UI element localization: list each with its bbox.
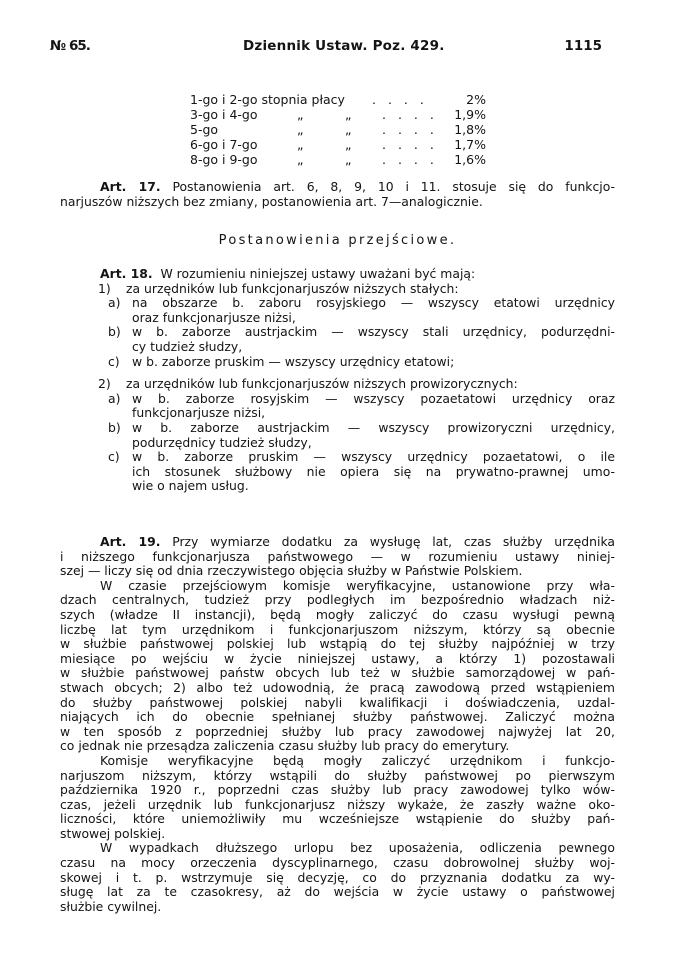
journal-title: Dziennik Ustaw. Poz. 429.: [243, 38, 445, 54]
rate-row: 8-go i 9-go „ „ . . . . 1,6%: [190, 152, 486, 167]
rate-row: 6-go i 7-go „ „ . . . . 1,7%: [190, 137, 486, 152]
point-2-item-a: a) w b. zaborze rosyjskim — wszyscy pozaetatowi urzędnicy oraz funkcjonarjusze niżsi,: [108, 390, 615, 421]
article-18-label: Art. 18.: [100, 266, 153, 281]
article-19: Art. 19. Przy wymiarze dodatku za wysługę lat, czas służby urzędnika i niższego funkcjonarjusza państwowego — w rozumieniu ustawy niniej- szej — liczy się od dnia rzeczywistego objęcia służby w Państwie Polskiem. W czasie przejściowym komisje weryfikacyjne, ustanowione przy wła- dzach centralnych, tudzież przy podległych im bezpośrednio władzach niż- szych (władze II instancji), będą mogły zaliczyć do czasu wysługi pewną liczbę lat tym urzędnikom i funkcjonarjuszom niższym, którzy są obecnie w służbie państwowej polskiej lub wstąpią do tej służby najpóźniej w trzy miesiące po wejściu w życie niniejszej ustawy, a którzy 1) pozostawali w służbie państwowej państw obcych lub też w służbie samorządowej w pań- stwach obcych; 2) albo też udowodnią, że pracą zawodową przed wstąpieniem do służby państwowej polskiej nabyli kwalifikacji i doświadczenia, uzdal- niających ich do obecnie spełnianej służby państwowej. Zaliczyć można w ten sposób z poprzedniej służby lub pracy zawodowej najwyżej lat 20, co jednak nie przesądza zaliczenia czasu służby lub pracy do emerytury. Komisje weryfikacyjne będą mogły zaliczyć urzędnikom i funkcjo- narjuszom niższym, którzy wstąpili do służby państwowej po pierwszym października 1920 r., poprzedni czas służby lub pracy zawodowej tylko wów- czas, jeżeli urzędnik lub funkcjonarjusz niższy wykaże, że zaszły ważne oko- liczności, które uniemożliwiły mu wcześniejsze wstąpienie do służby pań- stwowej polskiej. W wypadkach dłuższego urlopu bez uposażenia, odliczenia pewnego czasu na mocy orzeczenia dyscyplinarnego, czasu dobrowolnej służby woj- skowej i t. p. wstrzymuje się decyzję, co do przyznania dodatku za wy- sługę lat za te czasokresy, aż do wejścia w życie ustawy o państwowej służbie cywilnej.: [60, 534, 616, 914]
article-19-line: Art. 19. Przy wymiarze dodatku za wysługę lat, czas służby urzędnika: [100, 534, 616, 549]
article-17: [60, 180, 615, 209]
page-header: [50, 38, 600, 60]
issue-number: № 65.: [50, 38, 90, 54]
point-1: 1) za urzędników lub funkcjonarjuszów niższych stałych:: [98, 280, 459, 296]
article-17-line: Art. 17. Postanowienia art. 6, 8, 9, 10 i 11. stosuje się do funkcjo-: [100, 179, 616, 194]
point-1-item-c: c) w b. zaborze pruskim — wszyscy urzędnicy etatowi;: [108, 353, 455, 369]
rate-row: 3-go i 4-go „ „ . . . . 1,9%: [190, 107, 486, 122]
rate-row: 1-go i 2-go stopnia płacy . . . . 2%: [190, 92, 486, 107]
section-title: Postanowienia przejściowe.: [218, 233, 457, 248]
point-1-item-a: a) na obszarze b. zaboru rosyjskiego — wszyscy etatowi urzędnicy oraz funkcjonarjusze niżsi,: [108, 295, 615, 325]
article-17-line: narjuszów niższych bez zmiany, postanowienia art. 7—analogicznie.: [60, 193, 483, 209]
article-19-label: Art. 19.: [100, 534, 161, 549]
point-2-item-b: b) w b. zaborze austrjackim — wszyscy prowizoryczni urzędnicy, podurzędnicy tudzież słudzy,: [108, 419, 615, 450]
rate-row: 5-go „ „ . . . . 1,8%: [190, 122, 486, 137]
point-2-item-c: c) w b. zaborze pruskim — wszyscy urzędnicy pozaetatowi, o ile ich stosunek służbowy nie opiera się na prywatno-prawnej umo- wie o najem usług.: [108, 449, 615, 494]
article-17-label: Art. 17.: [100, 179, 161, 194]
page-number: 1115: [564, 38, 602, 54]
point-2: 2) za urzędników lub funkcjonarjuszów niższych prowizorycznych:: [98, 376, 518, 392]
rate-table: [190, 92, 490, 167]
article-18: [60, 267, 615, 494]
article-18-intro: Art. 18. W rozumieniu niniejszej ustawy uważani być mają:: [100, 266, 476, 281]
point-1-item-b: b) w b. zaborze austrjackim — wszyscy stali urzędnicy, podurzędni- cy tudzież słudzy,: [108, 324, 615, 354]
